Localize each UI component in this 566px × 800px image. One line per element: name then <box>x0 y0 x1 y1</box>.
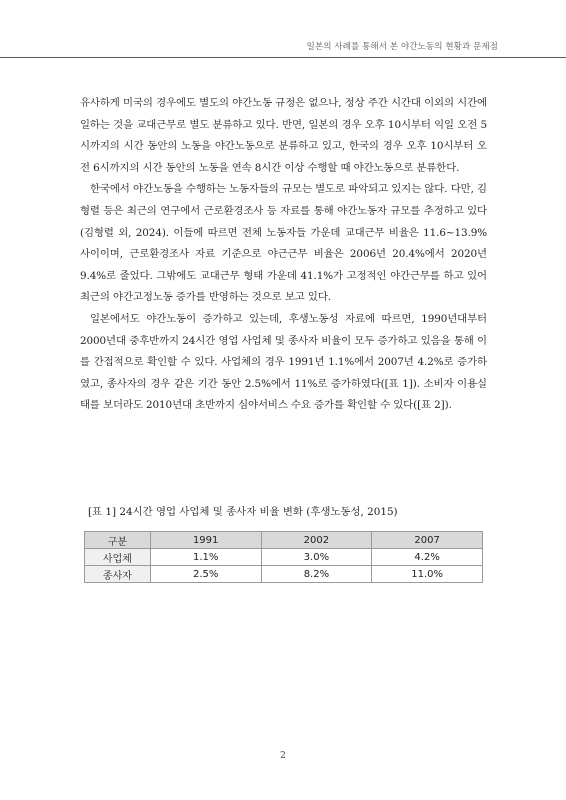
page-number: 2 <box>280 751 286 761</box>
table-caption: [표 1] 24시간 영업 사업체 및 종사자 비율 변화 (후생노동성, 2015) <box>88 506 398 518</box>
table-cell: 1.1% <box>150 549 261 566</box>
table-row <box>85 549 483 566</box>
table-cell: 3.0% <box>261 549 372 566</box>
data-table <box>84 531 483 583</box>
row-label-cell: 종사자 <box>85 566 151 583</box>
paragraph-1: 유사하게 미국의 경우에도 별도의 야간노동 규정은 없으나, 정상 주간 시간대 이외의 시간에 일하는 것을 교대근무로 별도 분류하고 있다. 반면, 일본의 경우 오후 10시부터 익일 오전 5시까지의 시간 동안의 노동을 야간노동으로 분류하고 있고, 한국의 경우 오후 10시부터 오전 6시까지의 시간 동안의 노동을 연속 8시간 이상 수행할 때 야간노동으로 분류한다. <box>80 97 487 174</box>
row-label-cell: 사업체 <box>85 549 151 566</box>
table-cell: 4.2% <box>372 549 483 566</box>
table-header-cell: 2007 <box>372 532 483 549</box>
table-row <box>85 566 483 583</box>
paragraph-3: 일본에서도 야간노동이 증가하고 있는데, 후생노동성 자료에 따르면, 1990년대부터 2000년대 중후반까지 24시간 영업 사업체 및 종사자 비율이 모두 증가하고 있음을 통해 이를 간접적으로 확인할 수 있다. 사업체의 경우 1991년 1.1%에서 2007년 4.2%로 증가하였고, 종사자의 경우 같은 기간 동안 2.5%에서 11%로 증가하였다([표 1]). 소비자 이용실태를 보더라도 2010년대 초반까지 심야서비스 수요 증가를 확인할 수 있다([표 2]). <box>80 312 487 412</box>
table-header-cell: 구분 <box>85 532 151 549</box>
table-cell: 2.5% <box>150 566 261 583</box>
table-header-row <box>85 532 483 549</box>
running-header: 일본의 사례를 통해서 본 야간노동의 현황과 문제점 <box>306 42 498 52</box>
paragraph-2: 한국에서 야간노동을 수행하는 노동자들의 규모는 별도로 파악되고 있지는 않다. 다만, 김형렬 등은 최근의 연구에서 근로환경조사 등 자료를 통해 야간노동자 규모를 추정하고 있다(김형렬 외, 2024). 이들에 따르면 전체 노동자들 가운데 교대근무 비율은 11.6~13.9% 사이이며, 근로환경조사 자료 기준으로 야근근무 비율은 2006년 20.4%에서 2020년 9.4%로 줄었다. 그밖에도 교대근무 형태 가운데 41.1%가 고정적인 야간근무를 하고 있어 최근의 야간고정노동 증가를 반영하는 것으로 보고 있다. <box>80 183 487 304</box>
table-header-cell: 1991 <box>150 532 261 549</box>
table-cell: 11.0% <box>372 566 483 583</box>
header-rule <box>0 57 566 58</box>
table-header-cell: 2002 <box>261 532 372 549</box>
body-text <box>80 93 487 417</box>
table-cell: 8.2% <box>261 566 372 583</box>
